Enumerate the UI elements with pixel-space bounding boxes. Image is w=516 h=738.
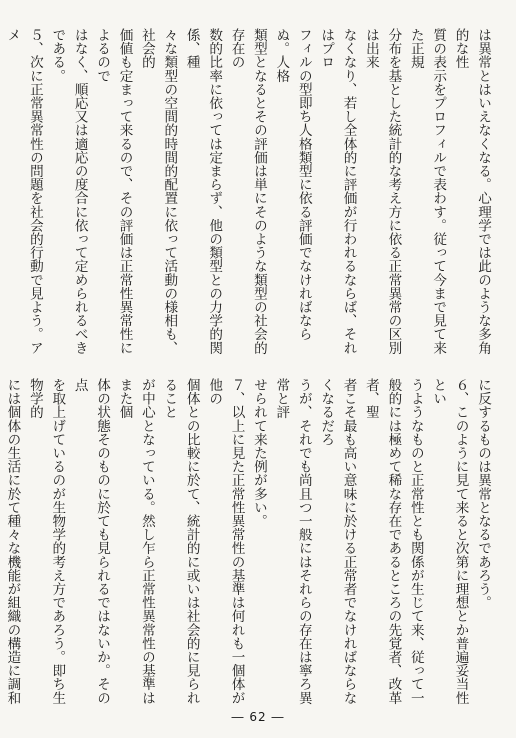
page-number: ― 62 ― (231, 710, 285, 724)
lower-text-block: に反するものは異常となるであろう。 ６、このように見て来ると次第に理想とか普遍妥当性とい うようなものと正常性とも関係が生じて来、従って一 般的には極めて稀な存在であるところの先覚者、改革者、聖 者こそ最も高い意味に於ける正常者でなければならなくなるだろ うが、それでも尚且つ一般にはそれらの存在は寧ろ異常と評 せられて来た例が多い。 ７、以上に見た正常性異常性の基準は何れも一個体が他の 個体との比較に於て、統計的に或いは社会的に見られること が中心となっている。然し乍ら正常性異常性の基準はまた個 体の状態そのものに於ても見られるではないか。その点 を取上げているのが生物学的考え方であろう。即ち生物学的 には個体の生活に於て種々な機能が組織の構造に調和 (4, 378, 491, 705)
section-divider (20, 364, 496, 365)
upper-text-block: は異常とはいえなくなる。心理学では此のような多角的な性 質の表示をプロフィルで表わす。従って今まで見て来た正規 分布を基とした統計的な考え方に依る正常異常の区別は出来 なくなり、若し全体的に評価が行われるならば、それはプロ フィルの型即ち人格類型に依る評価でなければならぬ。人格 類型となるとその評価は単にそのような類型の社会的存在の 数的比率に依っては定まらず、他の類型との力学的関係、種 々な類型の空間的時間的配置に依って活動の様相も、社会的 価値も定まって来るので、その評価は正常性異常性によるので はなく、順応又は適応の度合に依って定められるべきである。 ５、次に正常異常性の問題を社会的行動で見よう。アメ (4, 28, 491, 355)
